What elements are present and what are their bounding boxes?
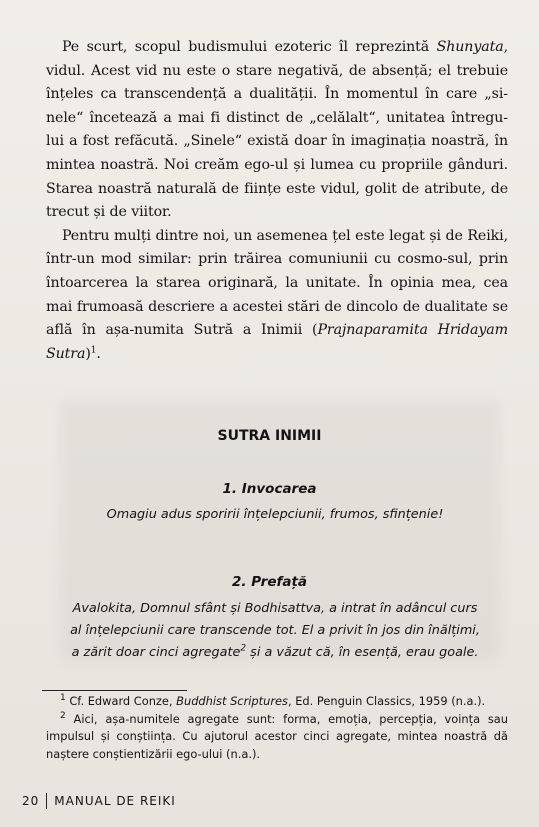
- heading-preface: 2. Prefață: [231, 574, 308, 590]
- main-text: [46, 36, 508, 366]
- book-title: MANUAL DE REIKI: [54, 794, 176, 808]
- preface-line-3: a zărit doar cinci agregate$^2$ și a văzut că, în esență, erau goale.: [71, 643, 479, 660]
- invocation-line: Omagiu adus sporirii înțelepciunii, frumos, sfințenie!: [106, 507, 444, 522]
- footnotes: [46, 693, 508, 763]
- footer-separator: [46, 793, 47, 809]
- preface-line-2: al înțelepciunii care transcende tot. El a privit în jos din înălțimi,: [70, 623, 480, 638]
- preface-line-1: Avalokita, Domnul sfânt și Bodhisattva, a intrat în adâncul curs: [72, 601, 478, 616]
- footnote-2: $^2$ Aici, așa-numitele agregate sunt: forma, emoția, percepția, voința sau impulsul și conștiința. Cu ajutorul acestor cinci agregate, mintea noastră dă naștere conștientizării ego-ului (n.a.).: [46, 710, 508, 761]
- footnote-1: $^1$ Cf. Edward Conze, Buddhist Scriptures, Ed. Penguin Classics, 1959 (n.a.).: [60, 693, 486, 708]
- shunyata-term: Shunyata: [436, 39, 504, 55]
- section-title: SUTRA INIMII: [217, 428, 322, 444]
- footnote-divider: [42, 690, 187, 691]
- sutra-sanskrit-name: Prajnaparamita Hridayam Sutra: [46, 322, 508, 362]
- paragraph-2: Pentru mulți dintre noi, un asemenea țel este legat și de Reiki, într-un mod similar: prin trăirea comuniunii cu cosmo-sul, prin întoarcerea la starea originară, la unitate. În opinia mea, cea mai frumoasă descriere a acestei stări de dincolo de dualitate se află în așa-numita Sutră a Inimii (Prajnaparamita Hridayam Sutra)$^1$.: [46, 227, 508, 362]
- footnote-ref-2: 2: [240, 643, 247, 654]
- paragraph-1: Pe scurt, scopul budismului ezoteric îl reprezintă Shunyata, vidul. Acest vid nu este o stare negativă, de absență; el trebuie înțeles ca transcendență a dualității. În momentul în care „si-nele“ încetează a mai fi distinct de „celălalt“, unitatea întregu-lui a fost refăcută. „Sinele“ există doar în imaginația noastră, în mintea noastră. Noi creăm ego-ul și lumea cu propriile gânduri. Starea noastră naturală de ființe este vidul, golit de atribute, de trecut și de viitor.: [46, 39, 508, 221]
- footnote-ref-1: 1: [90, 344, 97, 355]
- page-number: 20: [22, 794, 40, 808]
- heading-invocation: 1. Invocarea: [222, 481, 317, 497]
- page-footer: [22, 793, 176, 809]
